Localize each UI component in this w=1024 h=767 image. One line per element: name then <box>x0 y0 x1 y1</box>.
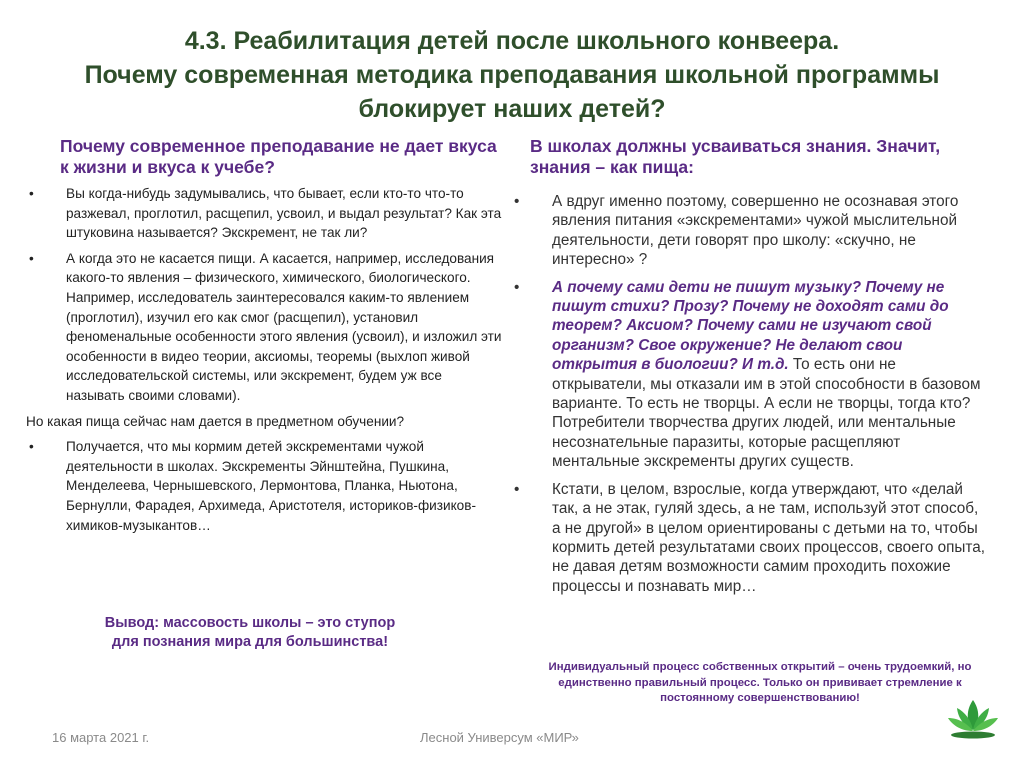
right-bullet-1-text: А вдруг именно поэтому, совершенно не осознавая этого явления питания «экскрементами» чужой мыслительной деятельности, дети говорят про школу: «скучно, не интересно» ? <box>552 193 959 269</box>
left-bullet-2 <box>26 249 502 406</box>
right-bullet-2 <box>514 278 988 472</box>
left-bullet-1 <box>26 184 502 243</box>
bullet-marker: • <box>514 278 520 296</box>
right-note: Индивидуальный процесс собственных открытий – очень трудоемкий, но единственно правильный процесс. Только он прививает стремление к постоянному совершенствованию! <box>548 661 972 704</box>
left-bullet-3-text: Получается, что мы кормим детей экскрементами чужой деятельности в школах. Экскременты Эйнштейна, Пушкина, Менделеева, Чернышевского, Лермонтова, Планка, Ньютона, Бернулли, Фарадея, Архимеда, Аристотеля, историков-физиков-химиков-музыкантов… <box>66 439 476 533</box>
left-column-heading: Почему современное преподавание не дает вкуса к жизни и вкуса к учебе? <box>60 136 497 177</box>
right-bullet-1 <box>514 192 988 270</box>
right-bullet-3 <box>514 480 988 596</box>
slide-title <box>40 24 984 126</box>
right-column-heading: В школах должны усваиваться знания. Значит, знания – как пища: <box>530 136 941 177</box>
title-line-2: Почему современная методика преподавания школьной программы <box>84 61 940 89</box>
left-bullet-1-text: Вы когда-нибудь задумывались, что бывает, если кто-то что-то разжевал, проглотил, расщепил, усвоил, и выдал результат? Как эта штуковина называется? Экскремент, не так ли? <box>66 186 502 241</box>
left-conclusion: Вывод: массовость школы – это ступор для познания мира для большинства! <box>104 615 396 650</box>
left-question: Но какая пища сейчас нам дается в предметном обучении? <box>26 413 405 429</box>
left-bullet-3 <box>26 437 502 535</box>
bullet-marker: • <box>29 439 34 455</box>
right-bullet-2-emphasis: А почему сами дети не пишут музыку? Почему не пишут стихи? Прозу? Почему не доходят сами до теорем? Аксиом? Почему сами не изучают свой организм? Свое окружение? Не делают свои открытия в биологии? И т.д. <box>552 278 949 374</box>
bullet-marker: • <box>29 186 34 201</box>
lotus-logo-icon <box>946 696 1000 742</box>
footer-center-text: Лесной Универсум «МИР» <box>420 730 579 745</box>
left-bullet-2-text: А когда это не касается пищи. А касается, например, исследования какого-то явления – физического, химического, биологического. Например, исследователь заинтересовался каким-то явлением (проглотил), изучил его как смог (расщепил), установил феноменальные особенности этого явления (усвоил), и изложил эти особенности в видео теории, аксиомы, теоремы (выхлоп живой исследовательской системы, или экскремент, будем уж все называть своими словами). <box>66 250 502 403</box>
title-line-1: 4.3. Реабилитация детей после школьного конвеера. <box>184 27 840 55</box>
title-line-3: блокирует наших детей? <box>358 95 666 123</box>
right-bullet-3-text: Кстати, в целом, взрослые, когда утверждают, что «делай так, а не этак, гуляй здесь, а не там, используй этот способ, а не другой» в целом ориентированы с детьми на то, чтобы кормить детей результатами своих процессов, своего опыта, не давая детям возможности самим проходить похожие процессы и познавать мир… <box>552 480 985 595</box>
bullet-marker: • <box>29 250 34 266</box>
right-bullet-2-text: То есть они не открыватели, мы отказали им в этой способности в базовом варианте. То есть не творцы. А если не творцы, тогда кто? Потребители творчества других людей, или ментальные несознательные паразиты, которые расщепляют ментальные экскременты других существ. <box>552 356 981 471</box>
left-column-body <box>26 184 502 541</box>
bullet-marker: • <box>514 480 520 498</box>
right-column-body <box>514 192 988 604</box>
bullet-marker: • <box>514 193 520 210</box>
footer-date: 16 марта 2021 г. <box>52 730 150 745</box>
